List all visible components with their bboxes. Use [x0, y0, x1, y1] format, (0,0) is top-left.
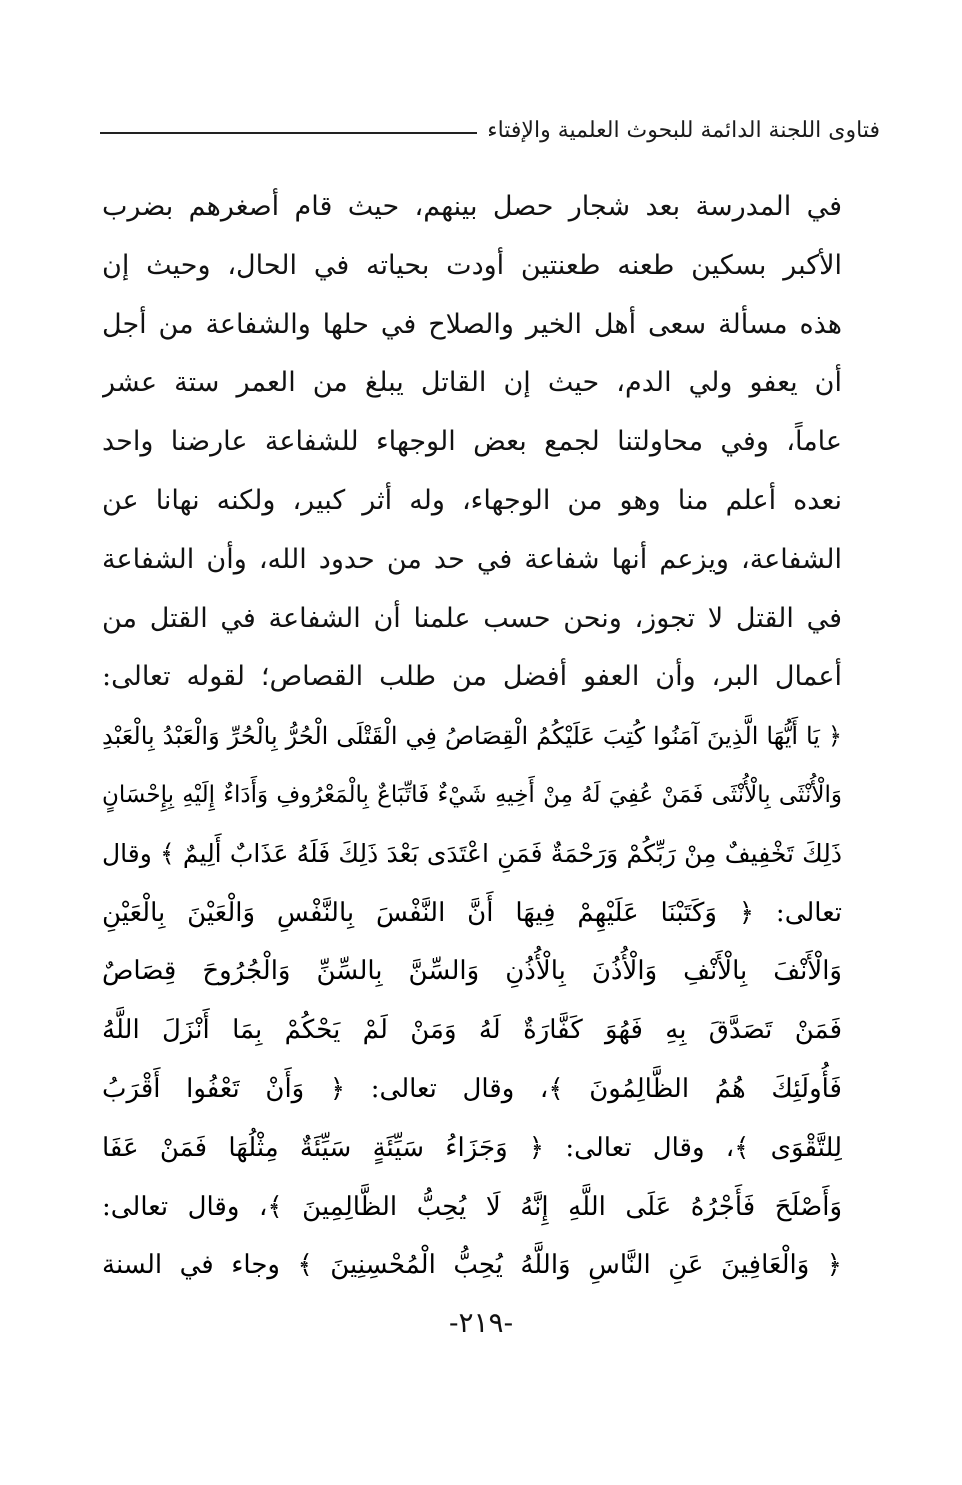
- quran-verse-line: فَأُولَئِكَ هُمُ الظَّالِمُونَ ﴾، وقال تعالى: ﴿ وَأَنْ تَعْفُوا أَقْرَبُ: [102, 1073, 842, 1104]
- text-line: في المدرسة بعد شجار حصل بينهم، حيث قام أصغرهم بضرب: [102, 191, 842, 222]
- quran-verse-line: ﴿ يَا أَيُّهَا الَّذِينَ آمَنُوا كُتِبَ عَلَيْكُمُ الْقِصَاصُ فِي الْقَتْلَى الْحُرُّ بِالْحُرِّ وَالْعَبْدُ بِالْعَبْدِ: [102, 722, 842, 751]
- text-line: هذه مسألة سعى أهل الخير والصلاح في حلها والشفاعة من أجل: [102, 308, 842, 340]
- quran-verse-line: وَأَصْلَحَ فَأَجْرُهُ عَلَى اللَّهِ إِنَّهُ لَا يُحِبُّ الظَّالِمِينَ ﴾، وقال تعالى:: [102, 1191, 842, 1222]
- quran-verse-line: وَالْأُنْثَى بِالْأُنْثَى فَمَنْ عُفِيَ لَهُ مِنْ أَخِيهِ شَيْءٌ فَاتِّبَاعٌ بِالْمَعْرُوفِ وَأَدَاءٌ إِلَيْهِ بِإِحْسَانٍ: [102, 781, 842, 808]
- text-line: نعده أعلم منا وهو من الوجهاء، وله أثر كبير، ولكنه نهانا عن: [102, 484, 842, 516]
- quran-verse-line: ذَلِكَ تَخْفِيفٌ مِنْ رَبِّكُمْ وَرَحْمَةٌ فَمَنِ اعْتَدَى بَعْدَ ذَلِكَ فَلَهُ عَذَابٌ أَلِيمٌ ﴾ وقال: [102, 838, 842, 868]
- body-text: [102, 178, 842, 1295]
- quran-verse-line: تعالى: ﴿ وَكَتَبْنَا عَلَيْهِمْ فِيهَا أَنَّ النَّفْسَ بِالنَّفْسِ وَالْعَيْنَ بِالْعَيْنِ: [102, 897, 842, 928]
- header-rule: [100, 132, 477, 134]
- quran-verse-line: وَالْأَنْفَ بِالْأَنْفِ وَالْأُذُنَ بِالْأُذُنِ وَالسِّنَّ بِالسِّنِّ وَالْجُرُوحَ قِصَاصٌ: [102, 956, 842, 987]
- running-header-title: فتاوى اللجنة الدائمة للبحوث العلمية والإفتاء: [487, 118, 880, 143]
- page-number: -٢١٩-: [448, 1306, 514, 1339]
- text-line: الشفاعة، ويزعم أنها شفاعة في حد من حدود الله، وأن الشفاعة: [102, 543, 842, 575]
- text-line: الأكبر بسكين طعنه طعنتين أودت بحياته في الحال، وحيث إن: [102, 249, 842, 281]
- text-line: أعمال البر، وأن العفو أفضل من طلب القصاص؛ لقوله تعالى:: [102, 661, 842, 693]
- text-line: عاماً، وفي محاولتنا لجمع بعض الوجهاء للشفاعة عارضنا واحد: [102, 426, 842, 458]
- quran-verse-line: لِلتَّقْوَى ﴾، وقال تعالى: ﴿ وَجَزَاءُ سَيِّئَةٍ سَيِّئَةٌ مِثْلُهَا فَمَنْ عَفَا: [102, 1132, 842, 1163]
- quran-verse-line: فَمَنْ تَصَدَّقَ بِهِ فَهُوَ كَفَّارَةٌ لَهُ وَمَنْ لَمْ يَحْكُمْ بِمَا أَنْزَلَ اللَّهُ: [102, 1015, 842, 1046]
- text-line: في القتل لا تجوز، ونحن حسب علمنا أن الشفاعة في القتل من: [102, 602, 842, 634]
- quran-verse-line: ﴿ وَالْعَافِينَ عَنِ النَّاسِ وَاللَّهُ يُحِبُّ الْمُحْسِنِينَ ﴾ وجاء في السنة: [102, 1250, 842, 1281]
- running-header: [100, 118, 880, 143]
- text-line: أن يعفو ولي الدم، حيث إن القاتل يبلغ من العمر ستة عشر: [102, 367, 842, 399]
